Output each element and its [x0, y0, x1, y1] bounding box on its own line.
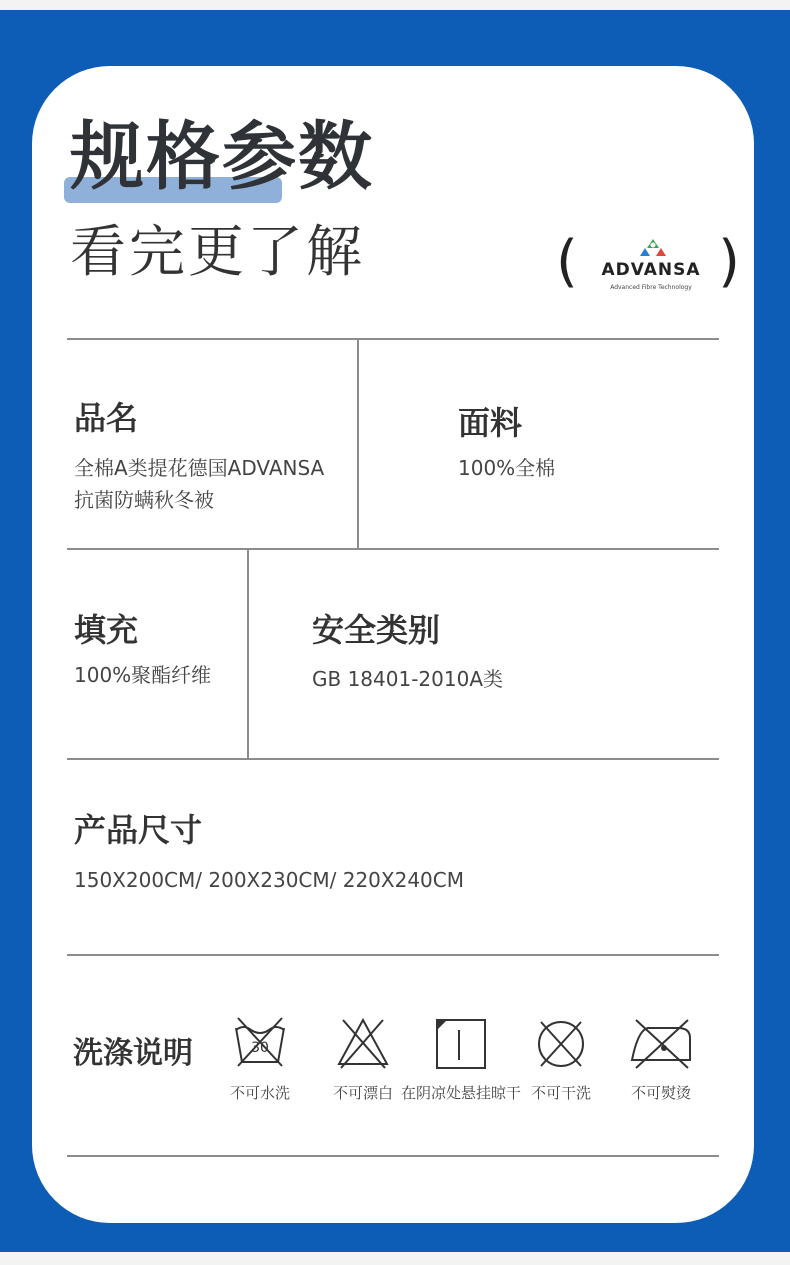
page-subtitle: 看完更了解	[70, 220, 365, 285]
wash-item-no-bleach	[330, 1016, 396, 1103]
no-dry-clean-icon	[533, 1016, 589, 1070]
fabric-value: 100%全棉	[458, 456, 556, 480]
size-label: 产品尺寸	[74, 811, 203, 849]
wash-item-no-machine-wash	[224, 1016, 296, 1103]
logo-tagline: Advanced Fibre Technology	[610, 284, 692, 291]
safety-label: 安全类别	[312, 611, 441, 649]
divider-row-1	[67, 548, 719, 550]
divider-col-2	[247, 549, 249, 759]
filling-value: 100%聚酯纤维	[74, 663, 212, 687]
page-title: 规格参数	[70, 114, 374, 200]
safety-value: GB 18401-2010A类	[312, 667, 503, 691]
product-name-line1: 全棉A类提花德国ADVANSA	[74, 456, 325, 480]
product-name-label: 品名	[74, 399, 139, 437]
size-value: 150X200CM/ 200X230CM/ 220X240CM	[74, 868, 464, 892]
divider-top	[67, 338, 719, 340]
svg-text:30: 30	[251, 1040, 269, 1056]
divider-bottom	[67, 1155, 719, 1157]
logo-right-paren: )	[718, 229, 740, 294]
no-iron-icon	[628, 1016, 694, 1070]
wash-caption: 不可水洗	[229, 1084, 290, 1102]
shade-hang-dry-icon	[433, 1016, 489, 1070]
wash-caption: 不可漂白	[332, 1084, 393, 1102]
divider-row-2	[67, 758, 719, 760]
wash-label: 洗涤说明	[73, 1036, 193, 1071]
logo-left-paren: (	[556, 229, 578, 294]
wash-caption: 不可熨烫	[630, 1084, 691, 1102]
fabric-label: 面料	[458, 404, 523, 442]
divider-row-3	[67, 954, 719, 956]
logo-mark-icon	[638, 238, 668, 260]
product-name-line2: 抗菌防螨秋冬被	[74, 488, 214, 512]
no-machine-wash-icon	[232, 1016, 288, 1070]
advansa-logo	[556, 229, 740, 304]
wash-item-shade-dry	[400, 1016, 522, 1103]
no-bleach-icon	[335, 1016, 391, 1070]
wash-item-no-iron	[622, 1016, 700, 1103]
wash-item-no-dry-clean	[526, 1016, 596, 1103]
filling-label: 填充	[74, 611, 139, 649]
wash-caption: 不可干洗	[530, 1084, 591, 1102]
divider-col-1	[357, 339, 359, 549]
wash-caption: 在阴凉处悬挂晾干	[400, 1084, 521, 1102]
logo-wordmark: ADVANSA	[601, 260, 701, 280]
